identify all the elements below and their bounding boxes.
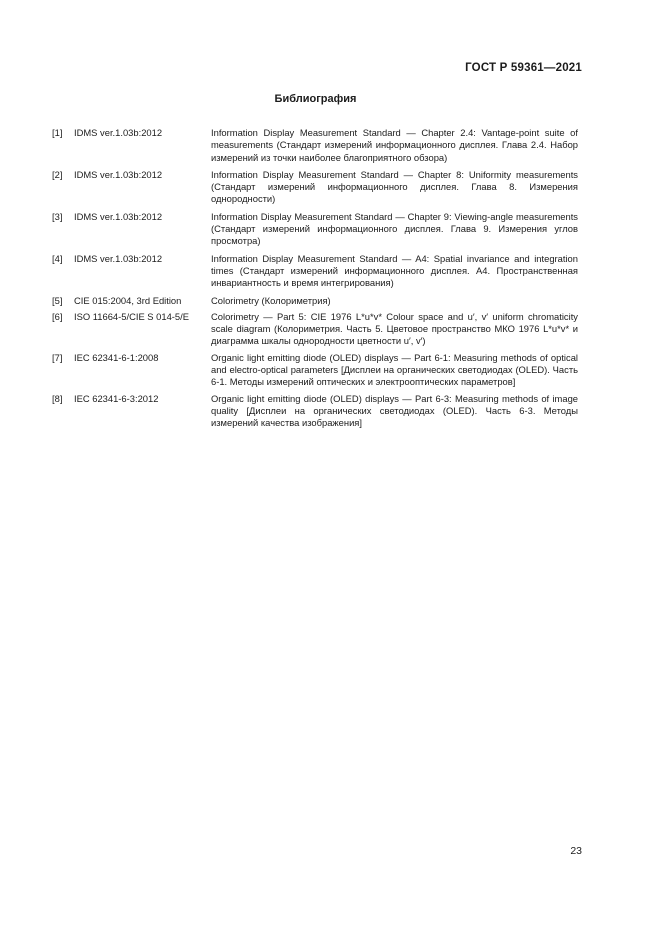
document-code: ГОСТ Р 59361—2021 <box>465 62 582 74</box>
reference-number: [5] <box>52 294 63 306</box>
reference-text: Information Display Measurement Standard — Chapter 9: Viewing-angle measurements (Стандарт измерений информационного дисплея. Глава 9. Измерения углов просмотра) <box>211 210 578 247</box>
reference-code: IDMS ver.1.03b:2012 <box>74 210 163 222</box>
reference-code: IEC 62341-6-3:2012 <box>74 392 159 404</box>
reference-text: Colorimetry (Колориметрия) <box>211 294 331 306</box>
reference-2 <box>52 169 578 206</box>
reference-number: [7] <box>52 351 63 363</box>
reference-number: [6] <box>52 310 63 322</box>
reference-7 <box>52 352 578 389</box>
reference-code: IDMS ver.1.03b:2012 <box>74 127 163 138</box>
reference-text: Organic light emitting diode (OLED) displays — Part 6-1: Measuring methods of optical and electro-optical parameters [Дисплеи на органических светодиодах (OLED). Часть 6-1. Методы измерений оптических и электрооптических параметров] <box>211 351 578 388</box>
reference-1 <box>52 127 578 164</box>
reference-text: Organic light emitting diode (OLED) displays — Part 6-3: Measuring methods of image quality [Дисплеи на органических светодиодах (OLED). Часть 6-3. Методы измерений качества изображения] <box>211 392 578 429</box>
bibliography-list <box>52 127 578 430</box>
reference-text: Information Display Measurement Standard — Chapter 8: Uniformity measurements (Стандарт измерений информационного дисплея. Глава 8. Измерения однородности) <box>211 168 578 205</box>
reference-code: IEC 62341-6-1:2008 <box>74 351 159 363</box>
section-title: Библиография <box>274 93 357 105</box>
reference-8 <box>52 393 578 430</box>
reference-text: Colorimetry — Part 5: CIE 1976 L*u*v* Colour space and u′, v′ uniform chromaticity scale diagram (Колориметрия. Часть 5. Цветовое пространство МКО 1976 L*u*v* и диаграмма шкалы однородности цветности u′, v′) <box>211 310 578 347</box>
reference-5 <box>52 295 578 307</box>
reference-text: Information Display Measurement Standard — A4: Spatial invariance and integration times (Стандарт измерений информационного дисплея. А4. Пространственная инвариантность и время интегрирования) <box>211 252 578 289</box>
reference-code: IDMS ver.1.03b:2012 <box>74 252 163 264</box>
reference-code: IDMS ver.1.03b:2012 <box>74 168 163 180</box>
reference-number: [2] <box>52 168 63 180</box>
reference-number: [1] <box>52 127 63 138</box>
reference-number: [8] <box>52 392 63 404</box>
reference-6 <box>52 311 578 348</box>
reference-3 <box>52 211 578 248</box>
reference-text: Information Display Measurement Standard — Chapter 2.4: Vantage-point suite of measurements (Стандарт измерений информационного дисплея. Глава 2.4. Набор измерений из точки наиболее благоприятного обзора) <box>211 127 578 163</box>
reference-number: [4] <box>52 252 63 264</box>
reference-code: ISO 11664-5/CIE S 014-5/E <box>74 310 189 322</box>
reference-code: CIE 015:2004, 3rd Edition <box>74 294 182 306</box>
page-number: 23 <box>570 845 582 857</box>
reference-4 <box>52 253 578 290</box>
reference-number: [3] <box>52 210 63 222</box>
